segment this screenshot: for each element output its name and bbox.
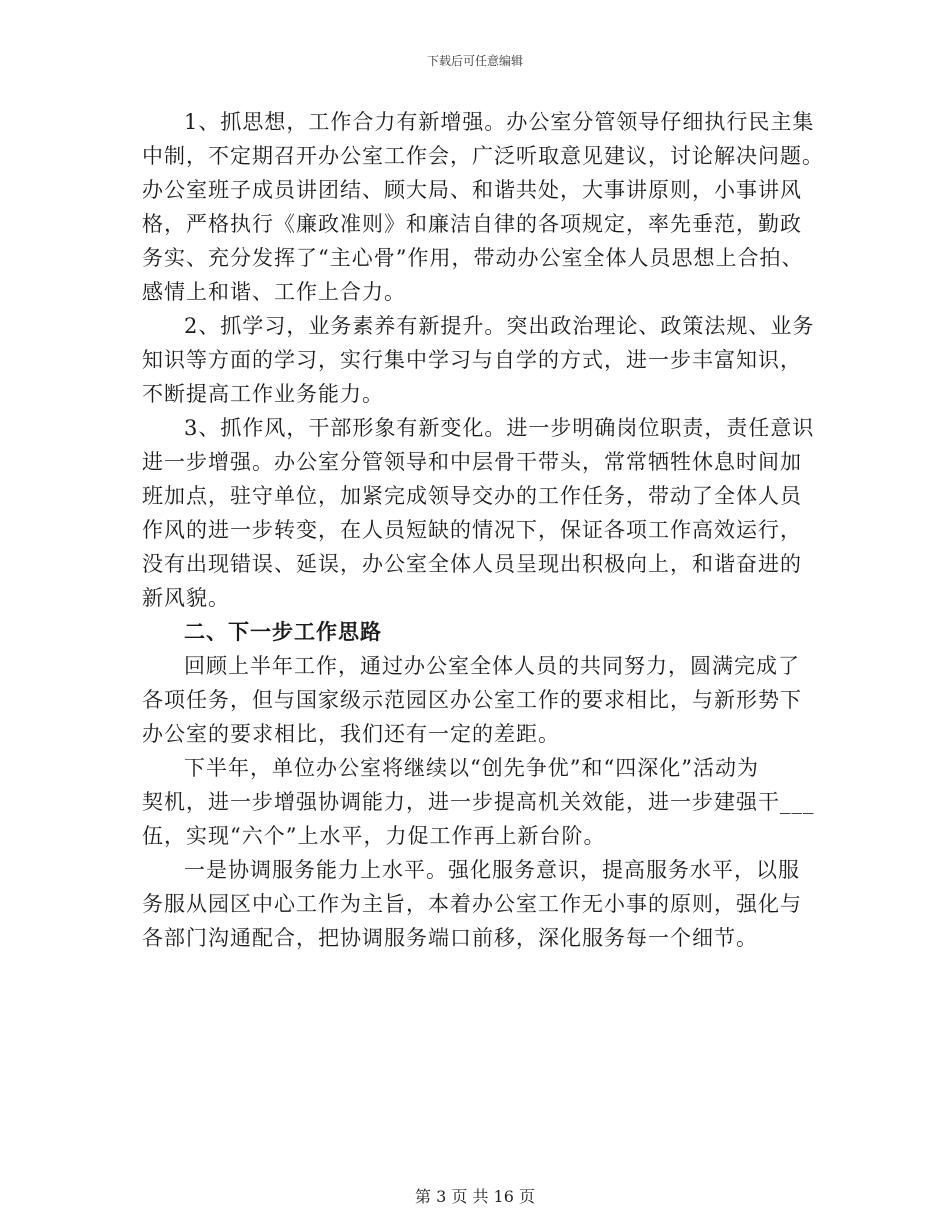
paragraph-line: 办公室班子成员讲团结、顾大局、和谐共处，大事讲原则，小事讲风 bbox=[142, 178, 802, 202]
body-paragraph bbox=[142, 853, 810, 955]
body-paragraph bbox=[142, 309, 815, 411]
paragraph-line: 知识等方面的学习，实行集中学习与自学的方式，进一步丰富知识， bbox=[142, 348, 802, 372]
paragraph-line: 感情上和谐、工作上合力。 bbox=[142, 280, 406, 304]
paragraph-line: 新风貌。 bbox=[142, 586, 230, 610]
document-body bbox=[142, 105, 824, 955]
section-heading: 二、下一步工作思路 bbox=[184, 619, 382, 644]
paragraph-line: 一是协调服务能力上水平。强化服务意识，提高服务水平，以服 bbox=[184, 858, 800, 882]
paragraph-line: 回顾上半年工作，通过办公室全体人员的共同努力，圆满完成了 bbox=[184, 654, 800, 678]
body-paragraph bbox=[142, 105, 824, 309]
paragraph-line: 中制，不定期召开办公室工作会，广泛听取意见建议，讨论解决问题。 bbox=[142, 144, 824, 168]
paragraph-line: 务服从园区中心工作为主旨，本着办公室工作无小事的原则，强化与 bbox=[142, 892, 802, 916]
paragraph-line: 2、抓学习，业务素养有新提升。突出政治理论、政策法规、业务 bbox=[184, 314, 815, 338]
paragraph-line: 3、抓作风，干部形象有新变化。进一步明确岗位职责，责任意识 bbox=[184, 416, 815, 440]
paragraph-line: 伍，实现“六个”上水平，力促工作再上新台阶。 bbox=[142, 824, 606, 848]
paragraph-line: 务实、充分发挥了“主心骨”作用，带动办公室全体人员思想上合拍、 bbox=[142, 246, 804, 270]
paragraph-line: 办公室的要求相比，我们还有一定的差距。 bbox=[142, 722, 560, 746]
header-note: 下载后可任意编辑 bbox=[426, 54, 523, 68]
body-paragraph bbox=[142, 411, 815, 615]
paragraph-line: 契机，进一步增强协调能力，进一步提高机关效能，进一步建强干___ bbox=[142, 790, 815, 814]
paragraph-line: 各部门沟通配合，把协调服务端口前移，深化服务每一个细节。 bbox=[142, 926, 758, 950]
page-footer: 第 3 页 共 16 页 bbox=[415, 1187, 535, 1206]
paragraph-line: 进一步增强。办公室分管领导和中层骨干带头，常常牺牲休息时间加 bbox=[142, 450, 802, 474]
body-paragraph bbox=[142, 649, 810, 751]
paragraph-line: 作风的进一步转变，在人员短缺的情况下，保证各项工作高效运行， bbox=[142, 518, 802, 542]
paragraph-line: 格，严格执行《廉政准则》和廉洁自律的各项规定，率先垂范，勤政 bbox=[142, 212, 802, 236]
paragraph-line: 1、抓思想，工作合力有新增强。办公室分管领导仔细执行民主集 bbox=[184, 110, 815, 134]
paragraph-line: 不断提高工作业务能力。 bbox=[142, 382, 384, 406]
paragraph-line: 各项任务，但与国家级示范园区办公室工作的要求相比，与新形势下 bbox=[142, 688, 802, 712]
body-paragraph bbox=[142, 751, 815, 853]
paragraph-line: 下半年，单位办公室将继续以“创先争优”和“四深化”活动为 bbox=[184, 756, 759, 780]
paragraph-line: 没有出现错误、延误，办公室全体人员呈现出积极向上，和谐奋进的 bbox=[142, 552, 802, 576]
paragraph-line: 班加点，驻守单位，加紧完成领导交办的工作任务，带动了全体人员 bbox=[142, 484, 802, 508]
